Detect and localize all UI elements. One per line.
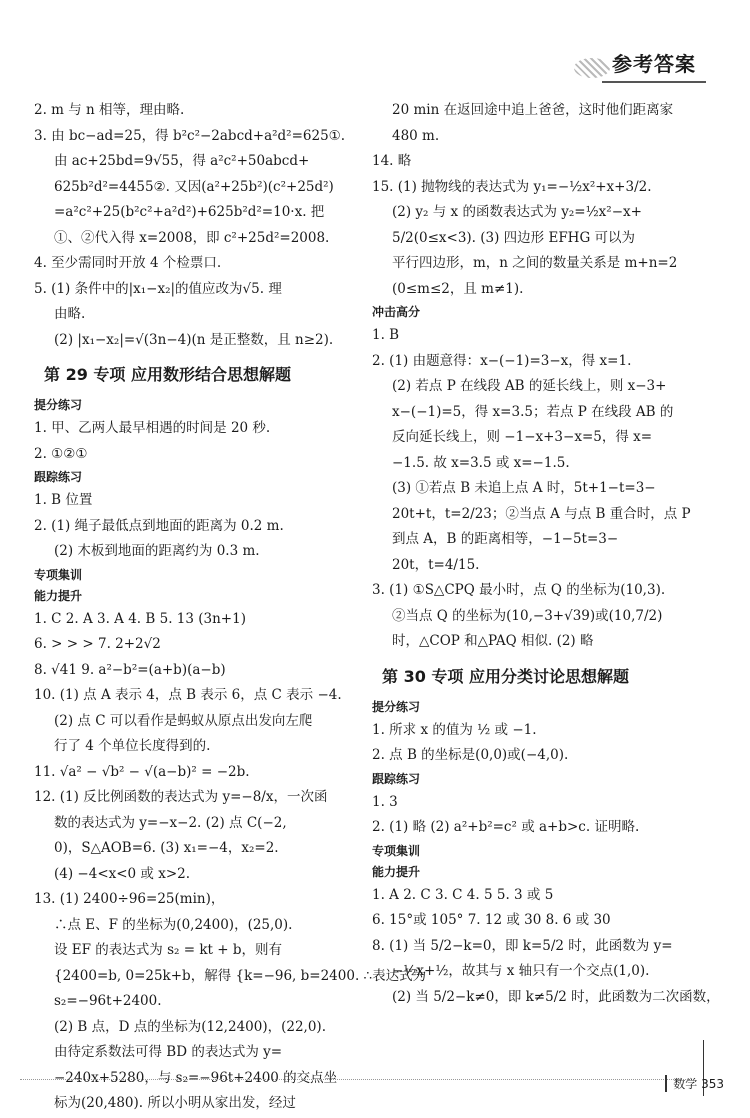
- footer-dotted-line: [20, 1079, 690, 1080]
- right-answers-top: [372, 98, 712, 655]
- subsection-label: 专项集训: [372, 843, 421, 858]
- answer-line: 2. 点 B 的坐标是(0,0)或(−4,0).: [372, 747, 569, 763]
- answer-line: −1.5. 故 x=3.5 或 x=−1.5.: [392, 454, 570, 471]
- header-tag: 参考答案: [602, 44, 706, 83]
- answer-line: 2. (1) 由题意得：x−(−1)=3−x，得 x=1.: [372, 352, 632, 369]
- section-29-title: 第 29 专项 应用数形结合思想解题: [44, 365, 291, 384]
- answer-line: 2. ①②①: [34, 445, 88, 462]
- answer-line: (2) 点 C 可以看作是蚂蚁从原点出发向左爬: [54, 712, 313, 729]
- answer-line: 时，△COP 和△PAQ 相似. (2) 略: [392, 633, 594, 649]
- answer-line: (2) 当 5/2−k≠0，即 k≠5/2 时，此函数为二次函数，: [392, 988, 720, 1005]
- subsection-label: 提分练习: [34, 398, 83, 412]
- answer-line: 10. (1) 点 A 表示 4，点 B 表示 6，点 C 表示 −4.: [34, 687, 342, 703]
- answer-line: (2) 若点 P 在线段 AB 的延长线上，则 x−3+: [392, 378, 667, 394]
- answer-line: ②当点 Q 的坐标为(10,−3+√39)或(10,7/2): [392, 607, 663, 624]
- right-column: [372, 98, 720, 1010]
- answer-line: {2400=b, 0=25k+b，解得 {k=−96, b=2400. ∴表达式为: [54, 967, 427, 984]
- answer-line: 480 m.: [392, 127, 440, 144]
- answer-line: (2) B 点，D 点的坐标为(12,2400)，(22,0).: [54, 1018, 326, 1035]
- subsection-label: 专项集训: [34, 567, 83, 582]
- answer-line: 由 ac+25bd=9√55，得 a²c²+50abcd+: [54, 153, 310, 169]
- answer-line: 20t，t=4/15.: [392, 556, 480, 573]
- answer-line: (2) 木板到地面的距离约为 0.3 m.: [54, 543, 260, 559]
- answer-line: 1. 甲、乙两人最早相遇的时间是 20 秒.: [34, 420, 271, 436]
- answer-line: 5/2(0≤x<3). (3) 四边形 EFHG 可以为: [392, 229, 636, 246]
- answer-line: 到点 A，B 的距离相等，−1−5t=3−: [392, 531, 619, 547]
- answer-line: 1. B 位置: [34, 492, 93, 508]
- left-answers-section-29: [34, 395, 427, 1117]
- answer-line: 8. √41 9. a²−b²=(a+b)(a−b): [34, 661, 226, 678]
- answer-line: 6. > > > 7. 2+2√2: [34, 636, 161, 652]
- answer-line: (2) y₂ 与 x 的函数表达式为 y₂=½x²−x+: [392, 204, 642, 220]
- answer-line: 5. (1) 条件中的|x₁−x₂|的值应改为√5. 理: [34, 280, 282, 297]
- answer-line: 20 min 在返回途中追上爸爸，这时他们距离家: [392, 102, 674, 118]
- answer-line: 625b²d²=4455②. 又因(a²+25b²)(c²+25d²): [54, 178, 334, 195]
- answer-line: 1. A 2. C 3. C 4. 5 5. 3 或 5: [372, 886, 554, 903]
- answer-line: 11. √a² − √b² − √(a−b)² = −2b.: [34, 763, 250, 780]
- answer-line: 由待定系数法可得 BD 的表达式为 y=: [54, 1044, 283, 1060]
- answer-line: 2. (1) 略 (2) a²+b²=c² 或 a+b>c. 证明略.: [372, 819, 640, 835]
- answer-line: 12. (1) 反比例函数的表达式为 y=−8/x，一次函: [34, 789, 328, 805]
- answer-line: 15. (1) 抛物线的表达式为 y₁=−½x²+x+3/2.: [372, 178, 652, 195]
- answer-line: ∴点 E、F 的坐标为(0,2400)，(25,0).: [54, 916, 293, 933]
- answer-line: −240x+5280，与 s₂=−96t+2400 的交点坐: [54, 1069, 338, 1086]
- section-30-title: 第 30 专项 应用分类讨论思想解题: [382, 666, 629, 686]
- answer-line: 6. 15°或 105° 7. 12 或 30 8. 6 或 30: [372, 912, 611, 928]
- right-answers-section-30: [372, 697, 720, 1011]
- answer-line: (2) |x₁−x₂|=√(3n−4)(n 是正整数，且 n≥2).: [54, 331, 334, 348]
- answer-line: 1. 3: [372, 793, 398, 810]
- answer-line: 行了 4 个单位长度得到的.: [54, 738, 211, 754]
- answer-line: 反向延长线上，则 −1−x+3−x=5，得 x=: [392, 429, 653, 445]
- answer-line: 平行四边形，m，n 之间的数量关系是 m+n=2: [392, 255, 678, 271]
- answer-line: 设 EF 的表达式为 s₂ = kt + b，则有: [54, 942, 282, 958]
- answer-line: 1. 所求 x 的值为 ½ 或 −1.: [372, 721, 537, 738]
- answer-line: 14. 略: [372, 153, 412, 169]
- answer-line: 由略.: [54, 306, 86, 322]
- answer-line: (0≤m≤2，且 m≠1).: [392, 280, 524, 297]
- answer-line: ①、②代入得 x=2008，即 c²+25d²=2008.: [54, 229, 330, 246]
- answer-line: 3. (1) ①S△CPQ 最小时，点 Q 的坐标为(10,3).: [372, 582, 666, 598]
- answer-line: 1. B: [372, 327, 400, 343]
- subsection-label: 冲击高分: [372, 305, 421, 319]
- answer-line: 2. m 与 n 相等，理由略.: [34, 102, 185, 118]
- answer-line: s₂=−96t+2400.: [54, 993, 162, 1009]
- answer-line: 2. (1) 绳子最低点到地面的距离为 0.2 m.: [34, 517, 284, 534]
- answer-line: =a²c²+25(b²c²+a²d²)+625b²d²=10·x. 把: [54, 204, 325, 220]
- answer-line: 4. 至少需同时开放 4 个检票口.: [34, 255, 222, 271]
- subsection-label: 提分练习: [372, 699, 421, 714]
- subsection-label: 能力提升: [34, 588, 83, 603]
- answer-line: 1. C 2. A 3. A 4. B 5. 13 (3n+1): [34, 610, 246, 627]
- left-answers-top: [34, 98, 364, 353]
- subsection-label: 能力提升: [372, 864, 421, 879]
- answer-line: x−(−1)=5，得 x=3.5；若点 P 在线段 AB 的: [392, 403, 674, 420]
- answer-line: 13. (1) 2400÷96=25(min)，: [34, 891, 225, 907]
- answer-line: (4) −4<x<0 或 x>2.: [54, 865, 191, 882]
- answer-line: 数的表达式为 y=−x−2. (2) 点 C(−2,: [54, 814, 287, 831]
- answer-line: 标为(20,480). 所以小明从家出发，经过: [54, 1095, 296, 1111]
- answer-line: 20t+t，t=2/23；②当点 A 与点 B 重合时，点 P: [392, 505, 691, 522]
- answer-line: (3) ①若点 B 未追上点 A 时，5t+1−t=3−: [392, 480, 656, 496]
- subsection-label: 跟踪练习: [34, 470, 83, 484]
- subsection-label: 跟踪练习: [372, 771, 421, 786]
- page-number: 数学 353: [665, 1075, 724, 1092]
- answer-line: 0)，S△AOB=6. (3) x₁=−4，x₂=2.: [54, 840, 279, 856]
- answer-line: 3. 由 bc−ad=25，得 b²c²−2abcd+a²d²=625①.: [34, 127, 346, 144]
- answer-line: −½x+½，故其与 x 轴只有一个交点(1,0).: [392, 963, 650, 979]
- answer-line: 8. (1) 当 5/2−k=0，即 k=5/2 时，此函数为 y=: [372, 937, 673, 954]
